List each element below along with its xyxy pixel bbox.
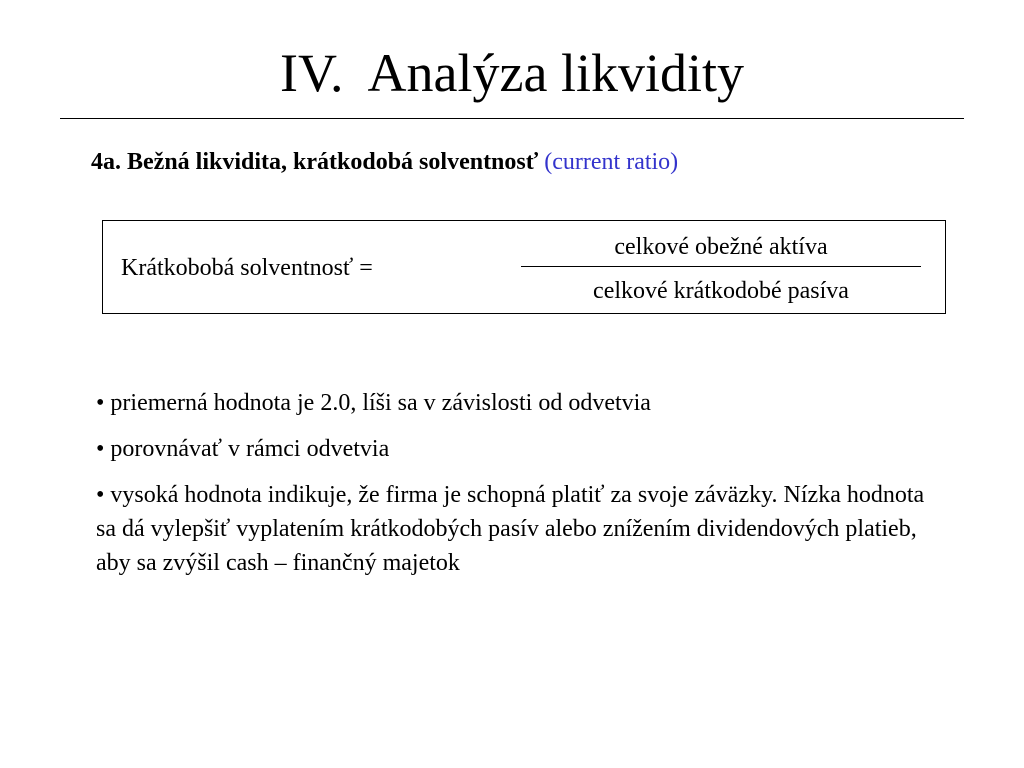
bullet-item [96, 432, 936, 466]
slide-title: IV. Analýza likvidity [280, 43, 744, 103]
formula-box [102, 220, 946, 314]
bullet-item [96, 386, 936, 420]
bullet-text: vysoká hodnota indikuje, že firma je schopná platiť za svoje záväzky. Nízka hodnota sa dá vylepšiť vyplatením krátkodobých pasív alebo znížením dividendových platieb, aby sa zvýšil cash – finančný majetok [96, 482, 925, 576]
bullet-text: porovnávať v rámci odvetvia [110, 436, 390, 462]
title-divider [60, 118, 964, 119]
section-heading-accent: (current ratio) [544, 149, 679, 175]
bullet-list [96, 386, 936, 592]
fraction-bar [521, 266, 921, 267]
bullet-marker: • [96, 436, 105, 462]
bullet-marker: • [96, 390, 105, 416]
bullet-marker: • [96, 482, 105, 508]
formula-fraction [521, 229, 921, 307]
formula-numerator: celkové obežné aktíva [614, 234, 828, 260]
bullet-item [96, 478, 936, 580]
formula-lhs: Krátkobobá solventnosť = [121, 255, 373, 281]
formula-denominator: celkové krátkodobé pasíva [593, 278, 849, 304]
bullet-text: priemerná hodnota je 2.0, líši sa v závislosti od odvetvia [110, 390, 651, 416]
section-heading-text: 4a. Bežná likvidita, krátkodobá solventnosť [91, 149, 539, 175]
section-heading [91, 145, 678, 179]
